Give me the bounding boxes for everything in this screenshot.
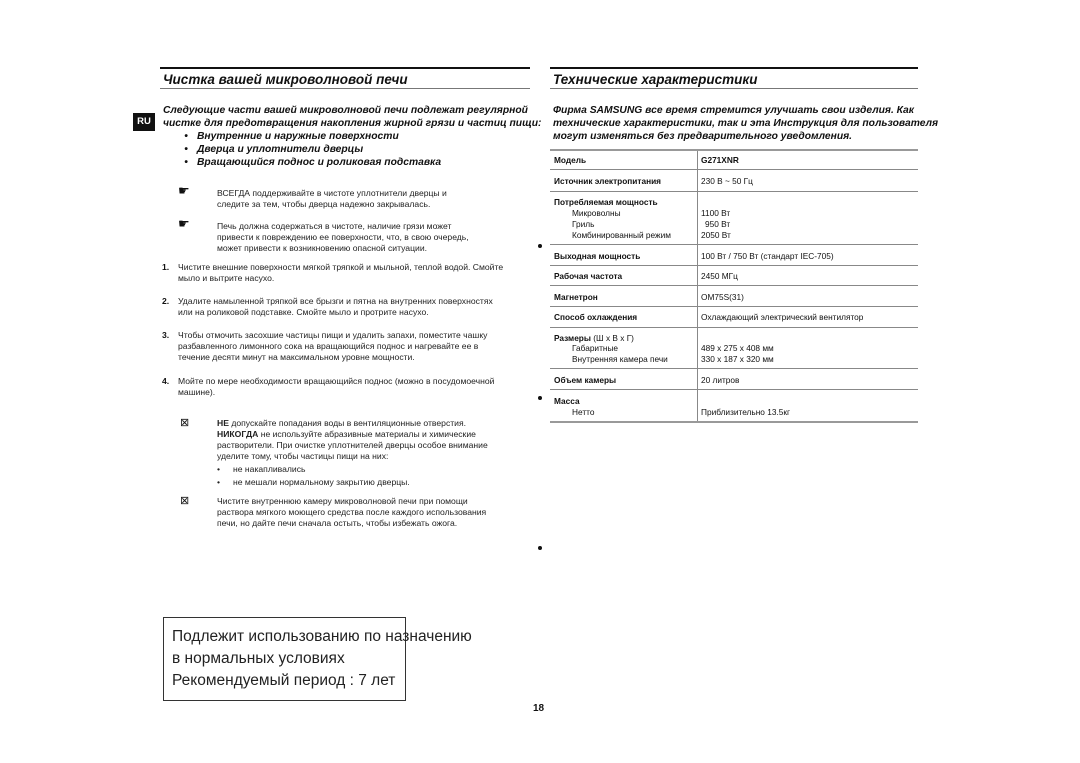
bullet-dot-icon: • bbox=[217, 477, 221, 487]
step-number: 1. bbox=[162, 262, 170, 272]
sub-bullet-label: не мешали нормальному закрытию дверцы. bbox=[233, 477, 410, 487]
spec-label-dimensions-rest: (Ш x В x Г) bbox=[590, 333, 634, 343]
spec-label-inner: Внутренняя камера печи bbox=[572, 354, 668, 364]
spec-label-dimensions-bold: Размеры bbox=[554, 333, 591, 343]
bullet-item bbox=[175, 130, 399, 143]
right-intro-line: могут изменяться без предварительного уведомления. bbox=[553, 131, 853, 142]
warning-line: Чистите внутреннюю камеру микроволновой печи при помощи bbox=[217, 496, 468, 506]
spec-value-grill: 950 Вт bbox=[705, 219, 731, 229]
note-line: привести к повреждению ее поверхности, что, в свою очередь, bbox=[217, 232, 469, 242]
step-line: Мойте по мере необходимости вращающийся поднос (можно в посудомоечной bbox=[178, 376, 495, 386]
warning-text: не используйте абразивные материалы и химические bbox=[258, 429, 476, 439]
spec-label-cooling: Способ охлаждения bbox=[554, 312, 638, 322]
spec-label-model: Модель bbox=[554, 155, 587, 165]
spec-table-top-rule bbox=[550, 149, 918, 151]
spec-value-inner: 330 x 187 x 320 мм bbox=[701, 354, 774, 364]
emphasis-text: НИКОГДА bbox=[217, 429, 259, 439]
right-section-title: Технические характеристики bbox=[553, 72, 758, 87]
left-section-title: Чистка вашей микроволновой печи bbox=[163, 72, 408, 87]
page-number: 18 bbox=[533, 703, 545, 714]
step-line: Чтобы отмочить засохшие частицы пищи и удалить запахи, поместите чашку bbox=[178, 330, 488, 340]
pointing-hand-icon: ☛ bbox=[178, 216, 190, 231]
step-line: машине). bbox=[178, 387, 216, 397]
spec-row-rule bbox=[550, 368, 918, 369]
step-line: мыло и вытрите насухо. bbox=[178, 273, 275, 283]
spec-label-mass: Масса bbox=[554, 396, 580, 406]
note-line: может привести к возникновению опасной ситуации. bbox=[217, 243, 428, 253]
warning-line bbox=[217, 429, 476, 440]
spec-value-magnetron: OM75S(31) bbox=[701, 292, 744, 302]
spec-label-outer: Габаритные bbox=[572, 343, 619, 353]
spec-label-magnetron: Магнетрон bbox=[554, 292, 598, 302]
step-line: Чистите внешние поверхности мягкой тряпкой и мыльной, теплой водой. Смойте bbox=[178, 262, 504, 272]
spec-value-volume: 20 литров bbox=[701, 375, 740, 385]
left-intro-line-1: Следующие части вашей микроволновой печи подлежат регулярной bbox=[163, 105, 528, 116]
spec-value-microwave: 1100 Вт bbox=[701, 208, 731, 218]
right-title-top-rule bbox=[550, 67, 918, 69]
spec-value-frequency: 2450 МГц bbox=[701, 271, 738, 281]
sub-bullet-label: не накапливались bbox=[233, 464, 306, 474]
bullet-dot-icon: • bbox=[217, 464, 221, 474]
spec-label-output: Выходная мощность bbox=[554, 251, 641, 261]
warning-text: допускайте попадания воды в вентиляционные отверстия. bbox=[228, 418, 467, 428]
usage-period-stamp bbox=[163, 617, 472, 701]
spec-value-model: G271XNR bbox=[701, 155, 739, 165]
note-line: следите за тем, чтобы дверца надежно закрывалась. bbox=[217, 199, 431, 209]
warning-line: растворители. При очистке уплотнителей дверцы особое внимание bbox=[217, 440, 488, 450]
spec-label-combo: Комбинированный режим bbox=[572, 230, 671, 240]
spec-value-output: 100 Вт / 750 Вт (стандарт IEC-705) bbox=[701, 251, 834, 261]
stamp-line: Рекомендуемый период : 7 лет bbox=[172, 672, 396, 689]
bullet-item bbox=[175, 156, 441, 169]
spec-row-rule bbox=[550, 389, 918, 390]
step-line: Удалите намыленной тряпкой все брызги и пятна на внутренних поверхностях bbox=[178, 296, 493, 306]
warning-line: печи, но дайте печи сначала остыть, чтобы избежать ожога. bbox=[217, 518, 458, 528]
spec-row-rule bbox=[550, 327, 918, 328]
bullet-dot-icon: • bbox=[184, 131, 188, 142]
stamp-line: в нормальных условиях bbox=[172, 650, 345, 667]
caution-icon: ⊠ bbox=[180, 495, 190, 507]
emphasis-text: НЕ bbox=[217, 418, 229, 428]
note-line: Печь должна содержаться в чистоте, наличие грязи может bbox=[217, 221, 452, 231]
warning-line: уделите тому, чтобы частицы пищи на них: bbox=[217, 451, 389, 461]
right-title-bottom-rule bbox=[550, 88, 918, 89]
note-line: ВСЕГДА поддерживайте в чистоте уплотнители дверцы и bbox=[217, 188, 447, 198]
spec-label-net: Нетто bbox=[572, 407, 595, 417]
warning-line: раствора мягкого моющего средства после каждого использования bbox=[217, 507, 487, 517]
spec-value-outer: 489 x 275 x 408 мм bbox=[701, 343, 774, 353]
registration-dot bbox=[538, 546, 542, 550]
spec-value-cooling: Охлаждающий электрический вентилятор bbox=[701, 312, 864, 322]
spec-row-rule bbox=[550, 265, 918, 266]
spec-row-rule bbox=[550, 285, 918, 286]
right-intro-line: технические характеристики, так и эта Инструкция для пользователя bbox=[553, 118, 939, 129]
warning-sub-bullet bbox=[217, 477, 410, 488]
registration-dot bbox=[538, 396, 542, 400]
spec-table-bottom-rule bbox=[550, 421, 918, 423]
spec-label-consumption: Потребляемая мощность bbox=[554, 197, 658, 207]
spec-label-dimensions bbox=[554, 333, 634, 343]
bullet-item bbox=[175, 143, 363, 156]
spec-label-grill: Гриль bbox=[572, 219, 595, 229]
spec-label-frequency: Рабочая частота bbox=[554, 271, 623, 281]
bullet-dot-icon: • bbox=[184, 157, 188, 168]
spec-row-rule bbox=[550, 191, 918, 192]
right-intro-line: Фирма SAMSUNG все время стремится улучшать свои изделия. Как bbox=[553, 105, 914, 116]
left-intro-line-2: чистке для предотвращения накопления жирной грязи и частиц пищи: bbox=[163, 118, 542, 129]
step-number: 2. bbox=[162, 296, 170, 306]
step-number: 3. bbox=[162, 330, 170, 340]
spec-label-power-source: Источник электропитания bbox=[554, 176, 662, 186]
bullet-label: Внутренние и наружные поверхности bbox=[197, 131, 399, 142]
stamp-line: Подлежит использованию по назначению bbox=[172, 628, 472, 645]
registration-dot bbox=[538, 244, 542, 248]
left-title-bottom-rule bbox=[160, 88, 530, 89]
step-number: 4. bbox=[162, 376, 170, 386]
caution-icon: ⊠ bbox=[180, 417, 190, 429]
warning-sub-bullet bbox=[217, 464, 305, 475]
left-title-top-rule bbox=[160, 67, 530, 69]
pointing-hand-icon: ☛ bbox=[178, 183, 190, 198]
step-line: течение десяти минут на максимальном уровне мощности. bbox=[178, 352, 415, 362]
bullet-dot-icon: • bbox=[184, 144, 188, 155]
spec-row-rule bbox=[550, 306, 918, 307]
spec-label-volume: Объем камеры bbox=[554, 375, 617, 385]
bullet-label: Дверца и уплотнители дверцы bbox=[197, 144, 364, 155]
bullet-label: Вращающийся поднос и роликовая подставка bbox=[197, 157, 442, 168]
step-line: или на роликовой подставке. Смойте мыло и протрите насухо. bbox=[178, 307, 429, 317]
spec-value-power-source: 230 В ~ 50 Гц bbox=[701, 176, 753, 186]
spec-row-rule bbox=[550, 169, 918, 170]
step-line: разбавленного лимонного сока на вращающийся поднос и нагревайте ее в bbox=[178, 341, 479, 351]
warning-line bbox=[217, 418, 466, 429]
spec-row-rule bbox=[550, 244, 918, 245]
spec-value-net: Приблизительно 13.5кг bbox=[701, 407, 791, 417]
spec-label-microwave: Микроволны bbox=[572, 208, 621, 218]
language-badge: RU bbox=[133, 113, 155, 131]
spec-value-combo: 2050 Вт bbox=[701, 230, 731, 240]
